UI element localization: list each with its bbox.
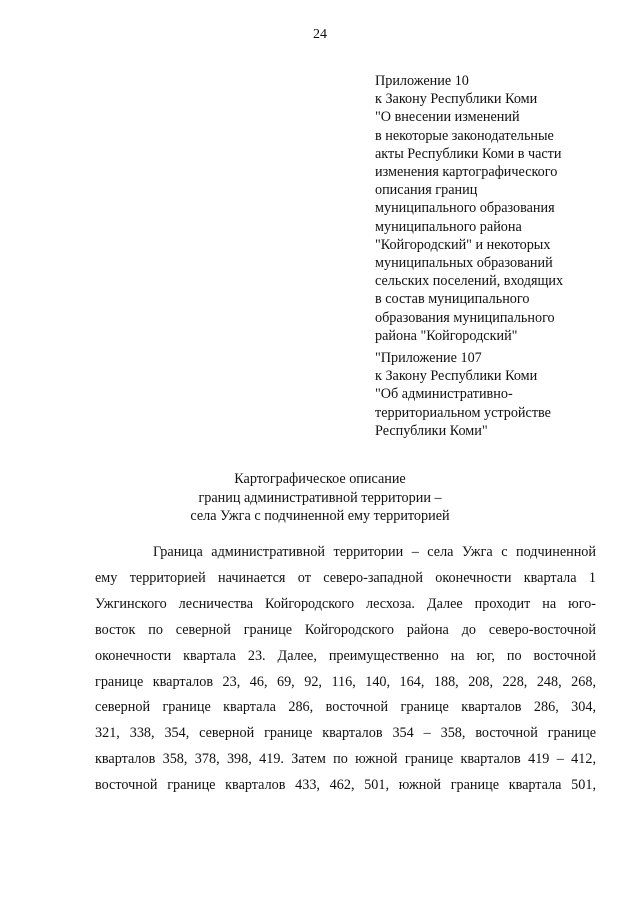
appendix-10-line: района "Койгородский" [375,327,518,344]
body-line: 321, 338, 354, северной границе кварталов 354 – 358, восточной границе [95,725,596,742]
appendix-107-line: территориальном устройстве [375,404,551,421]
appendix-10-line: в состав муниципального [375,291,530,308]
appendix-10-line: муниципального образования [375,200,555,217]
title-line: границ административной территории – [198,489,442,506]
title-line: села Ужга с подчиненной ему территорией [190,508,450,524]
appendix-10-line: "О внесении изменений [375,109,520,126]
title-line: Картографическое описание [234,471,406,487]
body-line: кварталов 358, 378, 398, 419. Затем по южной границе кварталов 419 – 412, [95,751,596,768]
appendix-107-line: к Закону Республики Коми [375,368,538,385]
appendix-10-heading [375,72,620,345]
appendix-10-line: к Закону Республики Коми [375,91,538,108]
body-line: оконечности квартала 23. Далее, преимущественно на юг, по восточной [95,647,596,664]
appendix-10-line: муниципальных образований [375,255,553,272]
appendix-10-line: муниципального района [375,218,522,235]
body-line: Граница административной территории – села Ужга с подчиненной [153,544,596,560]
body-line: Ужгинского лесничества Койгородского лесхоза. Далее проходит на юго- [95,595,596,612]
appendix-107-line: Республики Коми" [375,422,488,439]
appendix-107-line: "Об административно- [375,386,513,403]
appendix-10-line: описания границ [375,182,478,199]
appendix-10-line: акты Республики Коми в части [375,145,562,162]
appendix-10-line: изменения картографического [375,164,558,181]
document-title [0,470,640,526]
appendix-107-line: "Приложение 107 [375,350,482,366]
body-line: северной границе квартала 286, восточной границе кварталов 286, 304, [95,699,596,716]
body-line: границе кварталов 23, 46, 69, 92, 116, 140, 164, 188, 208, 228, 248, 268, [95,673,596,690]
body-paragraph [95,540,596,799]
appendix-10-line: в некоторые законодательные [375,127,554,144]
body-line: восточной границе кварталов 433, 462, 501, южной границе квартала 501, [95,777,596,794]
appendix-10-line: "Койгородский" и некоторых [375,236,551,253]
appendix-10-line: Приложение 10 [375,73,469,89]
body-line: восток по северной границе Койгородского района до северо-восточной [95,621,596,638]
appendix-10-line: образования муниципального [375,309,555,326]
body-line: ему территорией начинается от северо-западной оконечности квартала 1 [95,569,596,586]
appendix-107-heading [375,349,620,440]
appendix-10-line: сельских поселений, входящих [375,273,564,290]
page-number: 24 [313,27,327,42]
